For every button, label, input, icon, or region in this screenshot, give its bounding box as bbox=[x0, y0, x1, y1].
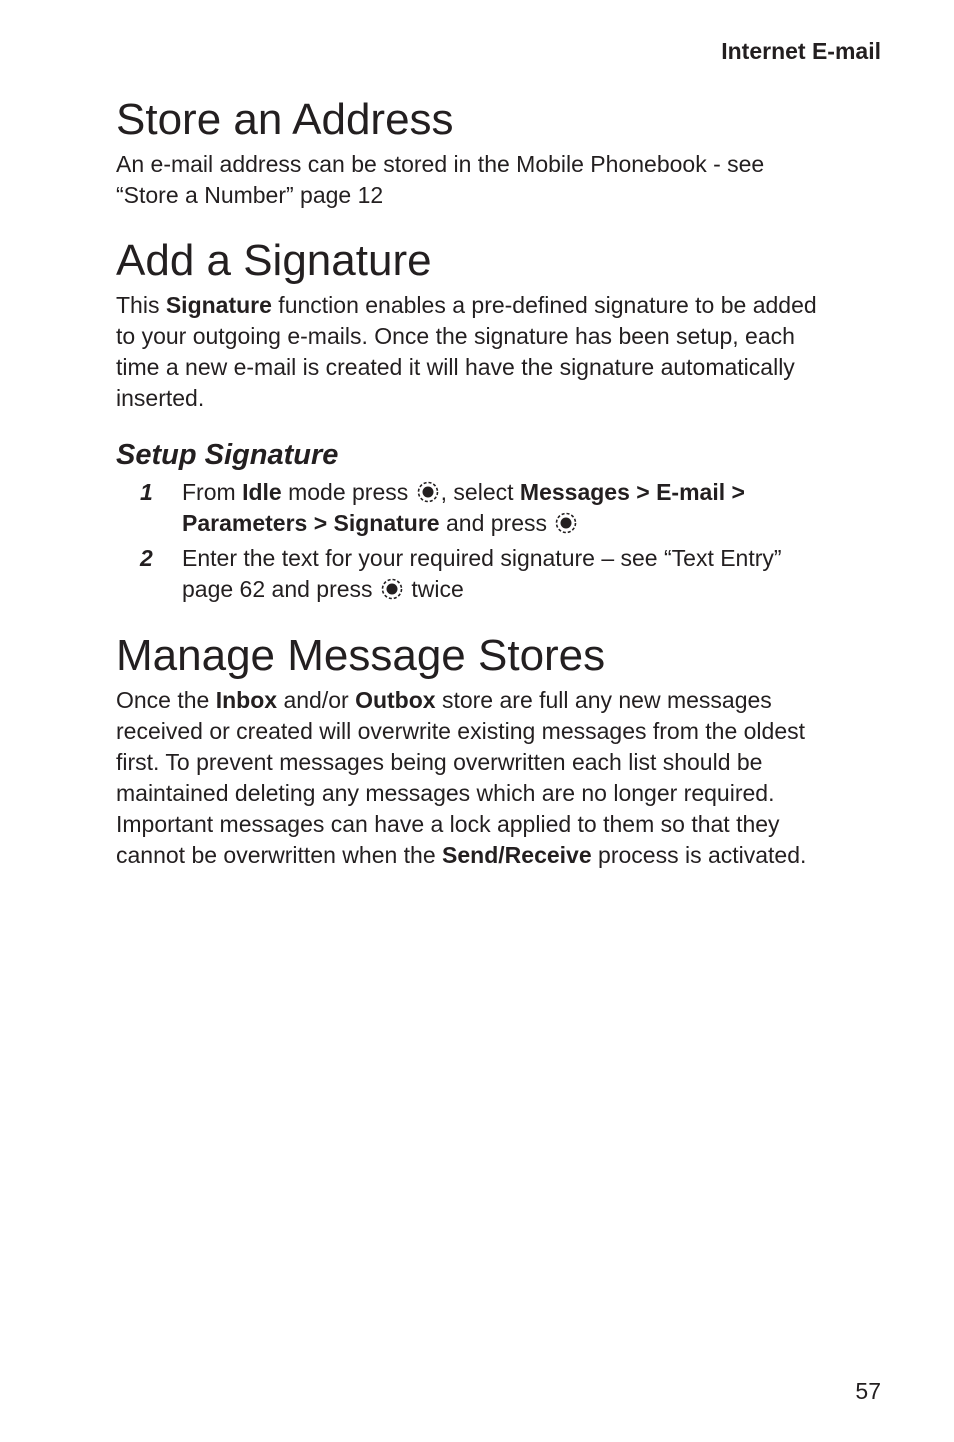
step-text: mode press bbox=[281, 479, 415, 505]
manage-text: store are full any new messages bbox=[435, 687, 772, 713]
step-bold: Messages > E-mail > bbox=[519, 479, 745, 505]
manage-bold: Send/Receive bbox=[442, 842, 592, 868]
sig-line-4: inserted. bbox=[116, 385, 205, 411]
select-key-icon bbox=[381, 578, 403, 600]
manage-line: maintained deleting any messages which are no longer required. bbox=[116, 780, 775, 806]
manage-line: Important messages can have a lock applied to them so that they bbox=[116, 811, 780, 837]
store-address-line-1: An e-mail address can be stored in the Mobile Phonebook - see bbox=[116, 151, 765, 177]
sig-text-post: function enables a pre-defined signature to be added bbox=[271, 292, 817, 318]
step-text: Enter the text for your required signature – see “Text Entry” bbox=[182, 545, 782, 571]
step-text: twice bbox=[404, 576, 464, 602]
sig-text-pre: This bbox=[116, 292, 166, 318]
section-add-signature bbox=[116, 236, 817, 414]
step-item bbox=[116, 543, 782, 605]
step-text: page 62 and press bbox=[182, 576, 379, 602]
section-store-address bbox=[116, 95, 764, 211]
manage-text: Once the bbox=[116, 687, 216, 713]
setup-steps-list bbox=[116, 477, 782, 605]
step-bold: Parameters > Signature bbox=[182, 510, 440, 536]
sig-text-bold: Signature bbox=[165, 292, 272, 318]
step-number: 2 bbox=[140, 545, 153, 571]
signature-paragraph bbox=[116, 290, 817, 414]
store-address-line-2: “Store a Number” page 12 bbox=[116, 182, 384, 208]
manage-line: first. To prevent messages being overwritten each list should be bbox=[116, 749, 763, 775]
step-item bbox=[116, 477, 782, 539]
step-text: , select bbox=[440, 479, 520, 505]
manage-bold: Outbox bbox=[355, 687, 436, 713]
manage-line: process is activated. bbox=[591, 842, 807, 868]
manage-line: received or created will overwrite existing messages from the oldest bbox=[116, 718, 806, 744]
heading-store-address: Store an Address bbox=[116, 95, 454, 144]
step-bold: Idle bbox=[242, 479, 282, 505]
select-key-icon bbox=[417, 481, 439, 503]
section-setup-signature bbox=[116, 438, 782, 609]
manage-line: cannot be overwritten when the bbox=[116, 842, 443, 868]
step-text: From bbox=[182, 479, 243, 505]
page-number: 57 bbox=[855, 1378, 881, 1404]
heading-add-signature: Add a Signature bbox=[116, 236, 432, 285]
manage-bold: Inbox bbox=[215, 687, 278, 713]
heading-setup-signature: Setup Signature bbox=[116, 439, 339, 471]
section-manage-stores bbox=[116, 631, 806, 871]
sig-line-2: to your outgoing e-mails. Once the signature has been setup, each bbox=[116, 323, 795, 349]
step-text: and press bbox=[439, 510, 554, 536]
manage-paragraph bbox=[116, 685, 806, 871]
manage-text: and/or bbox=[277, 687, 356, 713]
select-key-icon bbox=[555, 512, 577, 534]
store-address-text bbox=[116, 149, 764, 211]
heading-manage-stores: Manage Message Stores bbox=[116, 631, 606, 680]
sig-line-3: time a new e-mail is created it will have the signature automatically bbox=[116, 354, 795, 380]
running-header: Internet E-mail bbox=[721, 38, 881, 64]
step-number: 1 bbox=[140, 479, 153, 505]
